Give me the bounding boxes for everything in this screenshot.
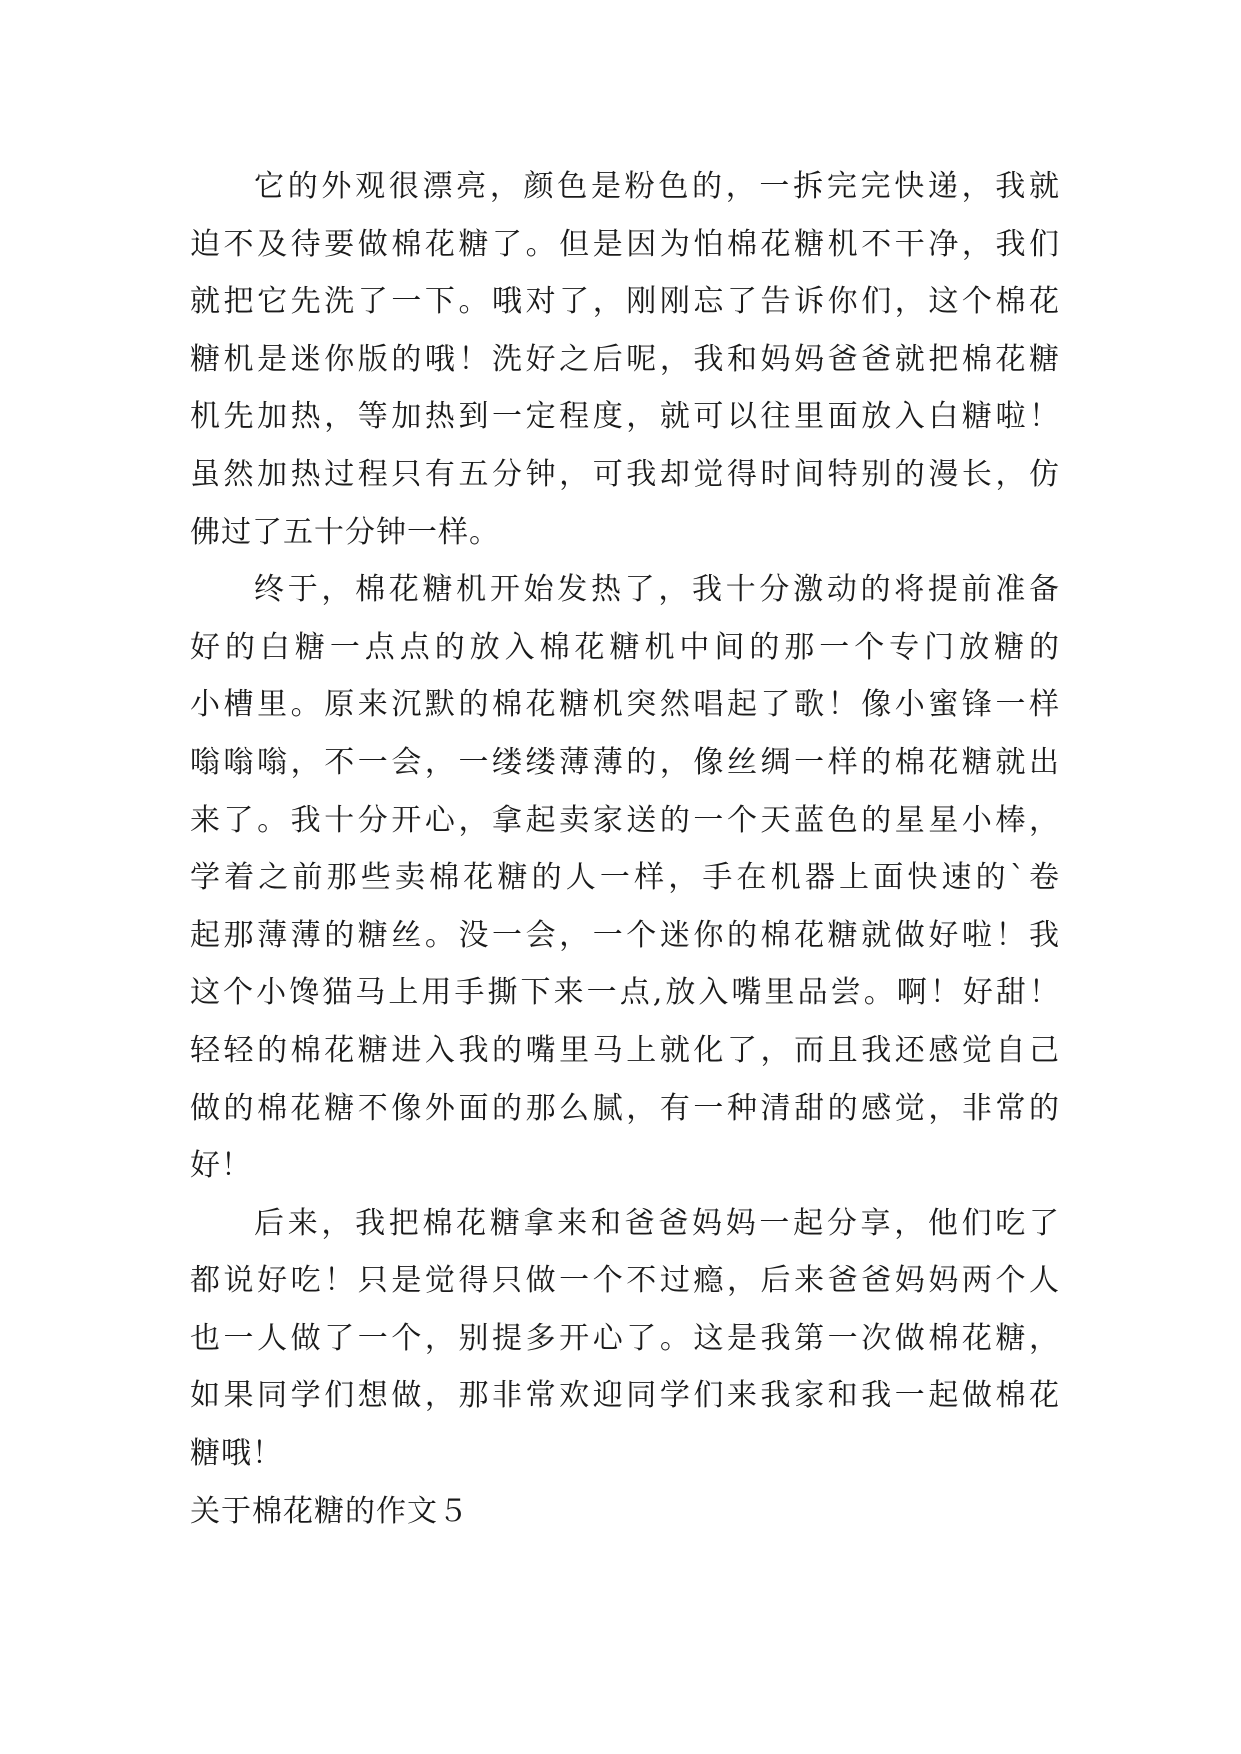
paragraph-line: 好！ bbox=[190, 1148, 252, 1184]
paragraph-line: 佛过了五十分钟一样。 bbox=[190, 514, 500, 550]
paragraph-line: 都说好吃！只是觉得只做一个不过瘾，后来爸爸妈妈两个人 bbox=[190, 1263, 1060, 1299]
paragraph-line: 好的白糖一点点的放入棉花糖机中间的那一个专门放糖的 bbox=[190, 629, 1060, 665]
paragraph-3 bbox=[190, 1195, 1060, 1483]
section-heading: 关于棉花糖的作文５ bbox=[190, 1493, 469, 1529]
paragraph-line: 轻轻的棉花糖进入我的嘴里马上就化了，而且我还感觉自己 bbox=[190, 1032, 1060, 1068]
paragraph-line: 这个小馋猫马上用手撕下来一点,放入嘴里品尝。啊！好甜！ bbox=[190, 975, 1060, 1011]
paragraph-line: 糖哦！ bbox=[190, 1436, 283, 1472]
paragraph-line: 也一人做了一个，别提多开心了。这是我第一次做棉花糖， bbox=[190, 1320, 1060, 1356]
paragraph-line: 糖机是迷你版的哦！洗好之后呢，我和妈妈爸爸就把棉花糖 bbox=[190, 341, 1060, 377]
paragraph-2 bbox=[190, 561, 1060, 1195]
paragraph-line: 起那薄薄的糖丝。没一会，一个迷你的棉花糖就做好啦！我 bbox=[190, 917, 1060, 953]
paragraph-line: 它的外观很漂亮，颜色是粉色的，一拆完完快递，我就 bbox=[254, 169, 1060, 204]
paragraph-line: 小槽里。原来沉默的棉花糖机突然唱起了歌！像小蜜锋一样 bbox=[190, 687, 1060, 723]
paragraph-line: 虽然加热过程只有五分钟，可我却觉得时间特别的漫长，仿 bbox=[190, 456, 1060, 492]
paragraph-line: 终于，棉花糖机开始发热了，我十分激动的将提前准备 bbox=[254, 572, 1060, 608]
essay-body bbox=[190, 158, 1060, 1540]
paragraph-line: 来了。我十分开心，拿起卖家送的一个天蓝色的星星小棒， bbox=[190, 802, 1060, 838]
paragraph-line: 学着之前那些卖棉花糖的人一样，手在机器上面快速的`卷 bbox=[190, 860, 1060, 896]
paragraph-1 bbox=[190, 158, 1060, 561]
paragraph-line: 后来，我把棉花糖拿来和爸爸妈妈一起分享，他们吃了 bbox=[254, 1205, 1060, 1241]
paragraph-line: 迫不及待要做棉花糖了。但是因为怕棉花糖机不干净，我们 bbox=[190, 226, 1060, 262]
paragraph-line: 就把它先洗了一下。哦对了，刚刚忘了告诉你们，这个棉花 bbox=[190, 284, 1060, 320]
paragraph-line: 嗡嗡嗡，不一会，一缕缕薄薄的，像丝绸一样的棉花糖就出 bbox=[190, 744, 1060, 780]
paragraph-line: 机先加热，等加热到一定程度，就可以往里面放入白糖啦！ bbox=[190, 399, 1060, 435]
paragraph-line: 做的棉花糖不像外面的那么腻，有一种清甜的感觉，非常的 bbox=[190, 1090, 1060, 1126]
paragraph-line: 如果同学们想做，那非常欢迎同学们来我家和我一起做棉花 bbox=[190, 1378, 1060, 1414]
